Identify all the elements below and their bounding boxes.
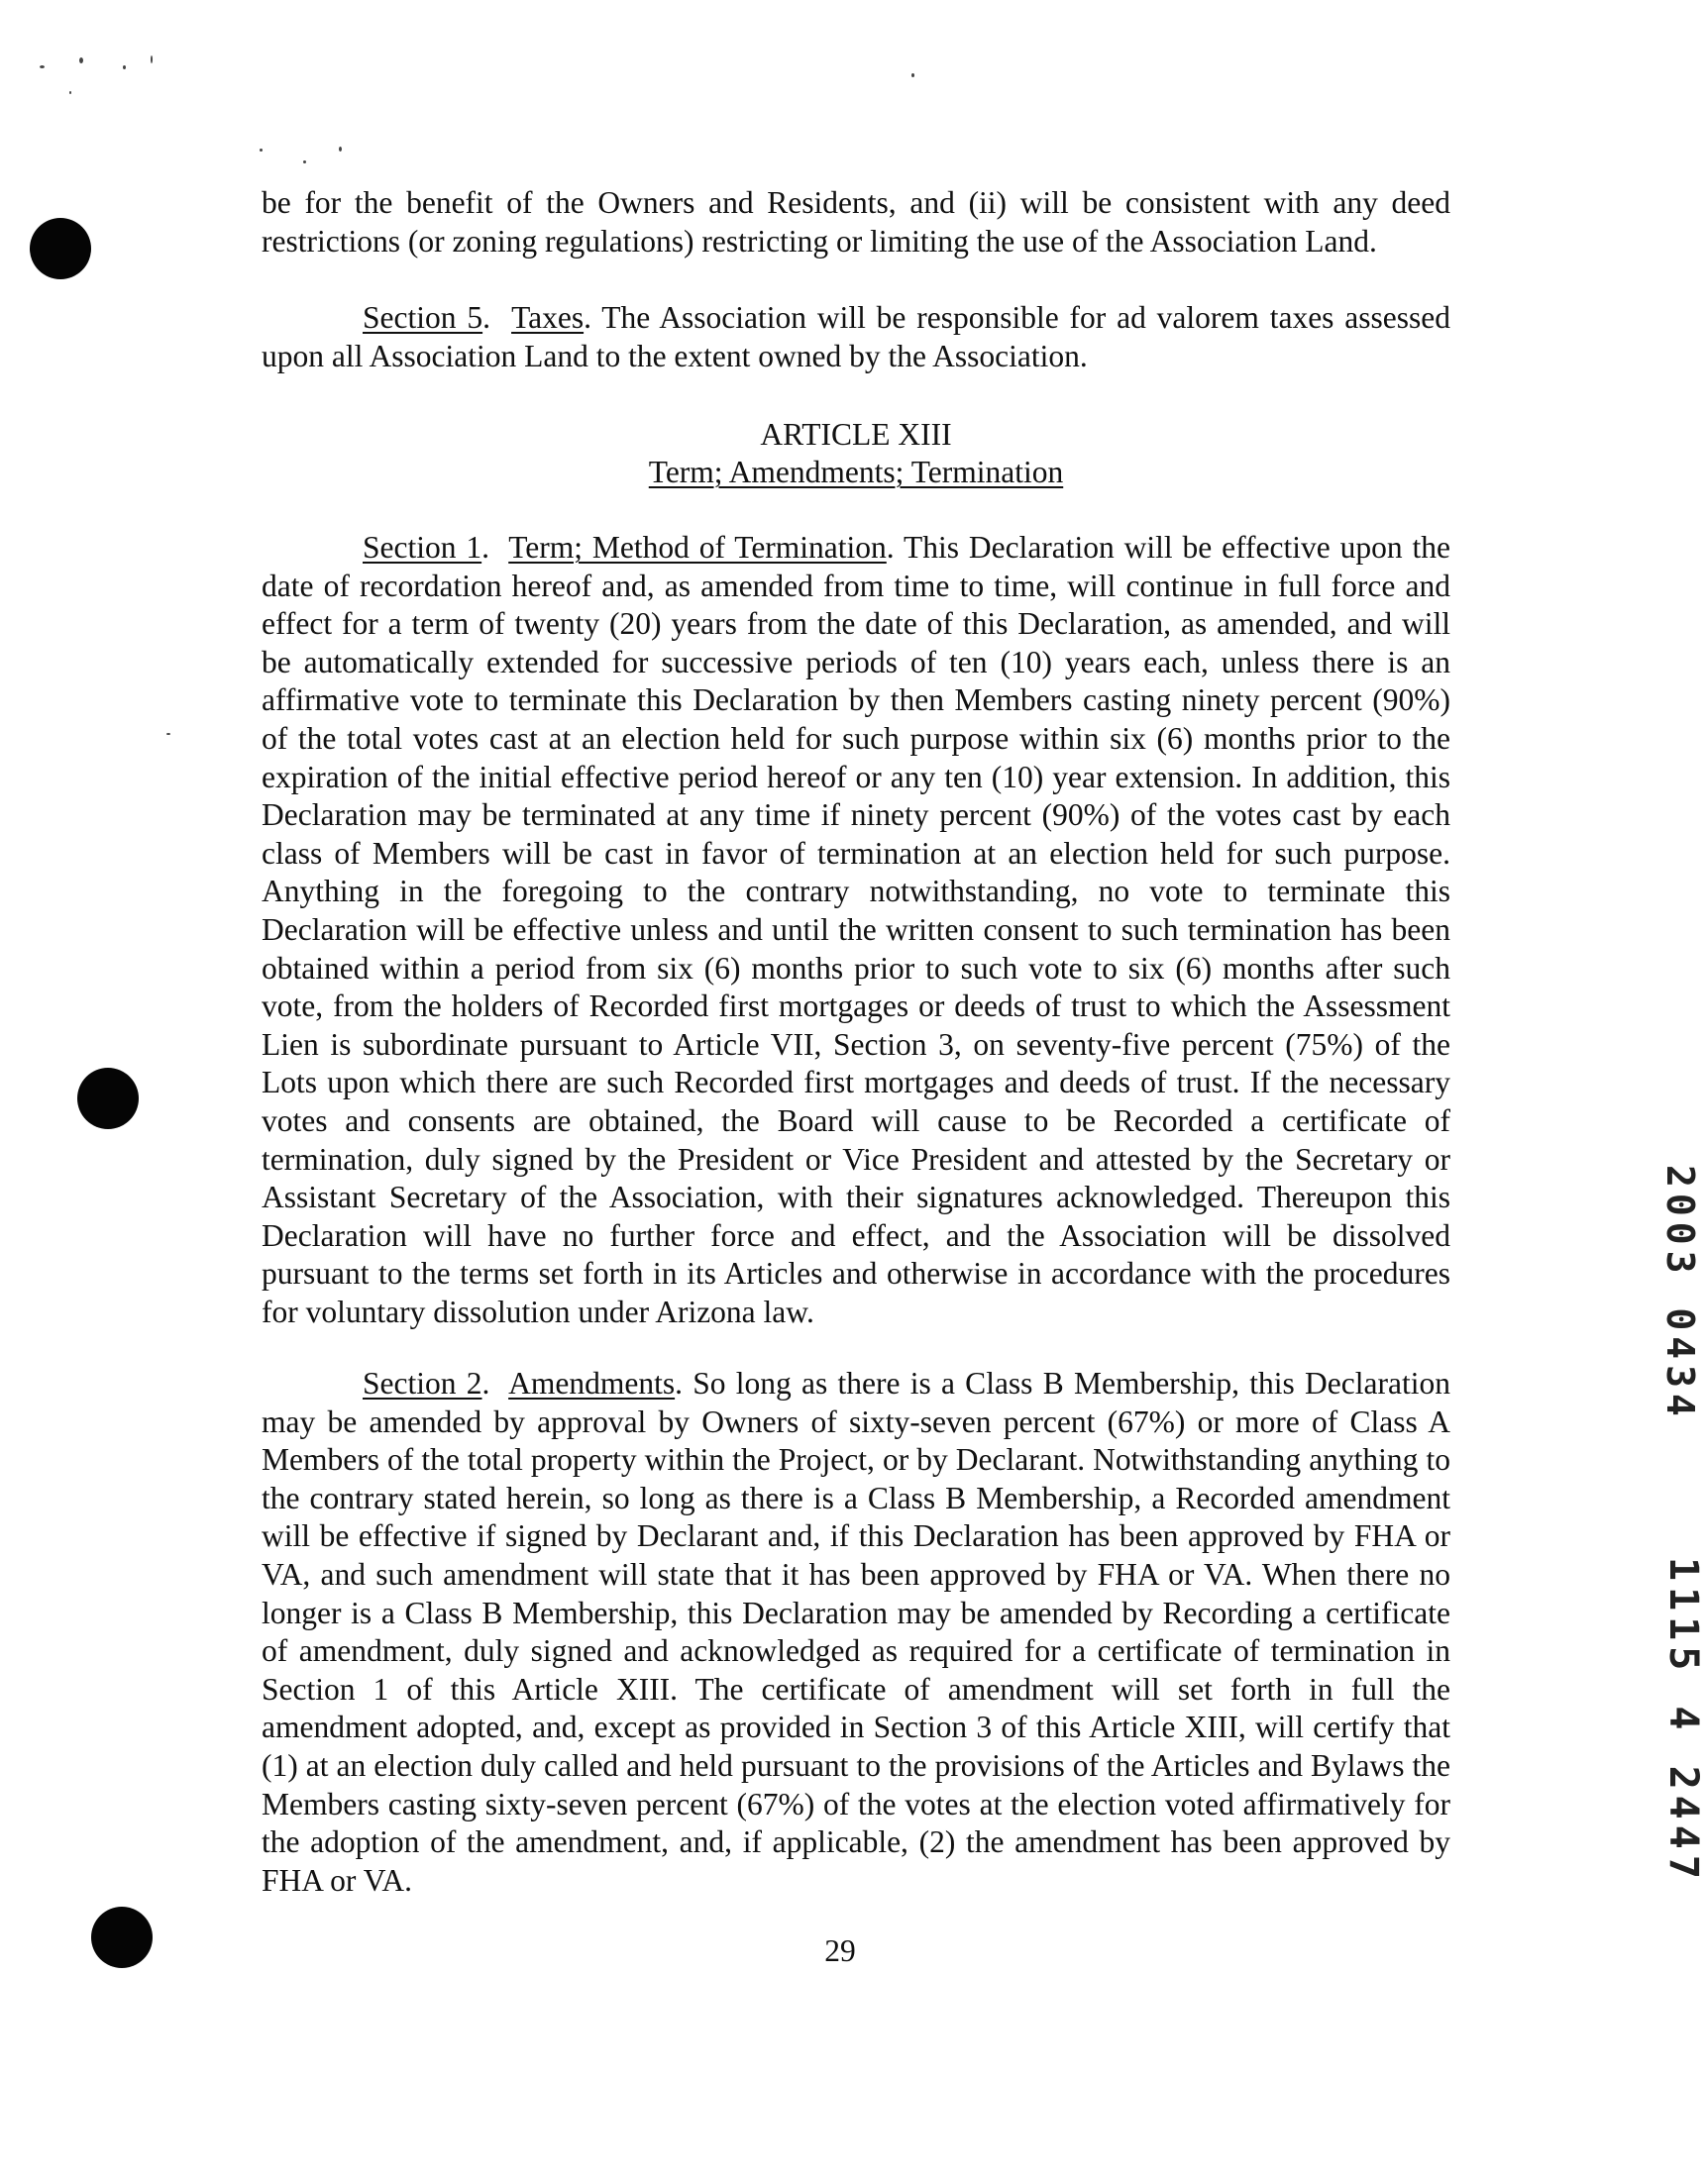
scan-speck <box>40 65 45 68</box>
scan-speck <box>911 73 914 77</box>
article-title: ARTICLE XIII <box>760 417 952 452</box>
intro-text: be for the benefit of the Owners and Residents, and (ii) will be consistent with any deed restrictions (or zoning regulations) restricting or limiting the use of the Association Land. <box>262 185 1450 259</box>
section-1: Section 1. Term; Method of Termination. This Declaration will be effective upon the date of recordation hereof and, as amended from time to time, will continue in full force and effect for a term of twenty (20) years from the date of this Declaration, as amended, and will be automatically extended for successive periods of ten (10) years each, unless there is an affirmative vote to terminate this Declaration by then Members casting ninety percent (90%) of the total votes cast at an election held for such purpose within six (6) months prior to the expiration of the initial effective period hereof or any ten (10) year extension. In addition, this Declaration may be terminated at any time if ninety percent (90%) of the votes cast by each class of Members will be cast in favor of termination at an election held for such purpose. Anything in the foregoing to the contrary notwithstanding, no vote to terminate this Declaration will be effective unless and until the written consent to such termination has been obtained within a period from six (6) months prior to such vote to six (6) months after such vote, from the holders of Recorded first mortgages or deeds of trust to which the Assessment Lien is subordinate pursuant to Article VII, Section 3, on seventy-five percent (75%) of the Lots upon which there are such Recorded first mortgages and deeds of trust. If the necessary votes and consents are obtained, the Board will cause to be Recorded a certificate of termination, duly signed by the President or Vice President and attested by the Secretary or Assistant Secretary of the Association, with their signatures acknowledged. Thereupon this Declaration will have no further force and effect, and the Association will be dissolved pursuant to the terms set forth in its Articles and otherwise in accordance with the procedures for voluntary dissolution under Arizona law. <box>262 530 1450 1329</box>
scan-speck <box>303 160 306 163</box>
intro-paragraph <box>262 184 1450 260</box>
section-1-title: Term; Method of Termination <box>508 530 887 565</box>
scan-speck <box>69 91 71 94</box>
section-1-text: This Declaration will be effective upon the date of recordation hereof and, as amended from time to time, will continue in full force and effect for a term of twenty (20) years from the date of this Declaration, as amended, and will be automatically extended for successive periods of ten (10) years each, unless there is an affirmative vote to terminate this Declaration by then Members casting ninety percent (90%) of the total votes cast at an election held for such purpose within six (6) months prior to the expiration of the initial effective period hereof or any ten (10) year extension. In addition, this Declaration may be terminated at any time if ninety percent (90%) of the votes cast by each class of Members will be cast in favor of termination at an election held for such purpose. Anything in the foregoing to the contrary notwithstanding, no vote to terminate this Declaration will be effective unless and until the written consent to such termination has been obtained within a period from six (6) months prior to such vote to six (6) months after such vote, from the holders of Recorded first mortgages or deeds of trust to which the Assessment Lien is subordinate pursuant to Article VII, Section 3, on seventy-five percent (75%) of the Lots upon which there are such Recorded first mortgages and deeds of trust. If the necessary votes and consents are obtained, the Board will cause to be Recorded a certificate of termination, duly signed by the President or Vice President and attested by the Secretary or Assistant Secretary of the Association, with their signatures acknowledged. Thereupon this Declaration will have no further force and effect, and the Association will be dissolved pursuant to the terms set forth in its Articles and otherwise in accordance with the procedures for voluntary dissolution under Arizona law. <box>262 530 1450 1329</box>
section-2-text: So long as there is a Class B Membership, this Declaration may be amended by approval by Owners of sixty-seven percent (67%) or more of Class A Members of the total property within the Project, or by Declarant. Notwithstanding anything to the contrary stated herein, so long as there is a Class B Membership, a Recorded amendment will be effective if signed by Declarant and, if this Declaration has been approved by FHA or VA, and such amendment will state that it has been approved by FHA or VA. When there no longer is a Class B Membership, this Declaration may be amended by Recording a certificate of amendment, duly signed and acknowledged as required for a certificate of termination in Section 1 of this Article XIII. The certificate of amendment will set forth in full the amendment adopted, and, except as provided in Section 3 of this Article XIII, will certify that (1) at an election duly called and held pursuant to the provisions of the Articles and Bylaws the Members casting sixty-seven percent (67%) of the votes at the election voted affirmatively for the adoption of the amendment, and, if applicable, (2) the amendment has been approved by FHA or VA. <box>262 1366 1450 1898</box>
scan-speck <box>151 55 153 63</box>
article-subtitle-row <box>262 454 1450 492</box>
section-2-label: Section 2 <box>363 1366 482 1401</box>
section-5-label: Section 5 <box>363 300 483 335</box>
scan-speck <box>123 65 126 69</box>
section-5-text: The Association will be responsible for ad valorem taxes assessed upon all Association Land to the extent owned by the Association. <box>262 300 1450 373</box>
scan-speck <box>260 149 263 152</box>
scan-speck <box>166 733 170 735</box>
page-number: 29 <box>824 1933 856 1968</box>
recording-stamp-lower: 1115 4 2447 <box>1660 1557 1706 1885</box>
scan-speck <box>79 57 83 63</box>
section-5-title: Taxes <box>511 300 585 335</box>
punch-hole <box>30 218 91 279</box>
punch-hole <box>77 1068 139 1129</box>
section-1-label: Section 1 <box>363 530 482 565</box>
section-2: Section 2. Amendments. So long as there is a Class B Membership, this Declaration may be amended by approval by Owners of sixty-seven percent (67%) or more of Class A Members of the total property within the Project, or by Declarant. Notwithstanding anything to the contrary stated herein, so long as there is a Class B Membership, a Recorded amendment will be effective if signed by Declarant and, if this Declaration has been approved by FHA or VA, and such amendment will state that it has been approved by FHA or VA. When there no longer is a Class B Membership, this Declaration may be amended by Recording a certificate of amendment, duly signed and acknowledged as required for a certificate of termination in Section 1 of this Article XIII. The certificate of amendment will set forth in full the amendment adopted, and, except as provided in Section 3 of this Article XIII, will certify that (1) at an election duly called and held pursuant to the provisions of the Articles and Bylaws the Members casting sixty-seven percent (67%) of the votes at the election voted affirmatively for the adoption of the amendment, and, if applicable, (2) the amendment has been approved by FHA or VA. <box>262 1366 1450 1898</box>
article-subtitle: Term; Amendments; Termination <box>648 455 1064 489</box>
section-5: Section 5. Taxes. The Association will be responsible for ad valorem taxes assessed upon all Association Land to the extent owned by the Association. <box>262 300 1450 373</box>
section-2-title: Amendments <box>508 1366 676 1401</box>
recording-stamp-upper: 2003 0434 <box>1658 1165 1702 1422</box>
scan-speck <box>339 147 342 152</box>
